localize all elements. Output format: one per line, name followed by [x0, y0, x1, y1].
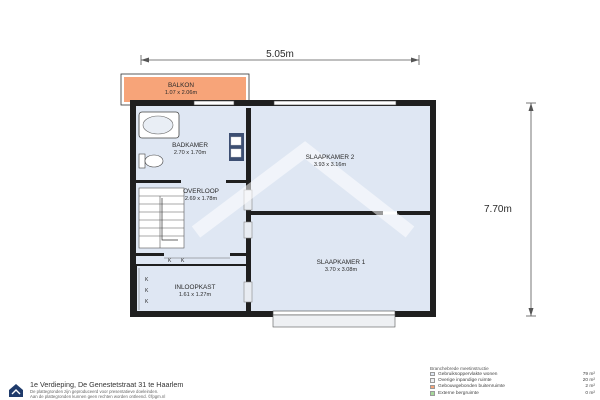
- legend-swatch: [430, 372, 435, 376]
- inloopkast-size: 1.61 x 1.27m: [178, 292, 212, 298]
- toilet: [139, 154, 163, 168]
- room-inloopkast: [136, 255, 246, 311]
- cabinet-mark-2: K: [181, 258, 185, 264]
- legend-value: 2 m²: [585, 384, 595, 390]
- overloop-name: OVERLOOP: [183, 188, 219, 195]
- legend-value: 79 m²: [582, 371, 595, 377]
- bathtub: [139, 112, 179, 138]
- legend-title: Branchebrede meetinstructie: [430, 366, 489, 371]
- badkamer-name: BADKAMER: [172, 142, 208, 149]
- slaapkamer2-name: SLAAPKAMER 2: [305, 154, 355, 161]
- slaapkamer1-name: SLAAPKAMER 1: [316, 259, 366, 266]
- slaapkamer1-size: 3.70 x 3.08m: [324, 267, 358, 273]
- footer-text: [30, 380, 183, 399]
- legend-item: [430, 384, 595, 390]
- legend-item: [430, 377, 595, 383]
- cabinet-mark-1: K: [168, 258, 172, 264]
- legend-label: Overige inpandige ruimte: [438, 378, 492, 384]
- balkon-name: BALKON: [168, 82, 194, 89]
- sink-counter: [229, 133, 244, 161]
- legend-label: Externe bergruimte: [438, 390, 479, 396]
- legend-item: [430, 390, 595, 396]
- overloop-size: 2.69 x 1.78m: [184, 196, 218, 202]
- legend-swatch: [430, 378, 435, 382]
- legend-swatch: [430, 385, 435, 389]
- staircase: [139, 188, 184, 248]
- legend-value: 0 m²: [585, 390, 595, 396]
- legend-label: Gebruiksoppervlakte wonen: [438, 371, 498, 377]
- dimension-height: [526, 103, 536, 316]
- badkamer-size: 2.70 x 1.70m: [173, 150, 207, 156]
- legend-value: 20 m²: [582, 378, 595, 384]
- cabinet-mark-5: K: [145, 299, 149, 305]
- inloopkast-name: INLOOPKAST: [174, 284, 216, 291]
- cabinet-mark-3: K: [145, 277, 149, 283]
- legend-swatch: [430, 391, 435, 395]
- area-legend: [430, 366, 595, 397]
- dimension-height-label: 7.70m: [484, 204, 512, 215]
- slaapkamer2-size: 3.93 x 3.16m: [313, 162, 347, 168]
- footer-title: 1e Verdieping, De Genestetstraat 31 te Haarlem: [30, 380, 184, 389]
- footer-disclaimer-2: Aan de plattegronden kunnen geen rechten worden ontleend. ©fpgm.nl: [30, 394, 166, 399]
- footer-disclaimer-1: De plattegronden zijn geproduceerd voor presentatieve doeleinden.: [30, 389, 159, 394]
- legend-item: [430, 371, 595, 377]
- dimension-width-label: 5.05m: [266, 49, 294, 60]
- cabinet-mark-4: K: [145, 288, 149, 294]
- house-logo-icon: [8, 382, 24, 398]
- balkon-size: 1.07 x 2.06m: [164, 90, 198, 96]
- legend-label: Gebouwgebonden buitenruimte: [438, 384, 505, 390]
